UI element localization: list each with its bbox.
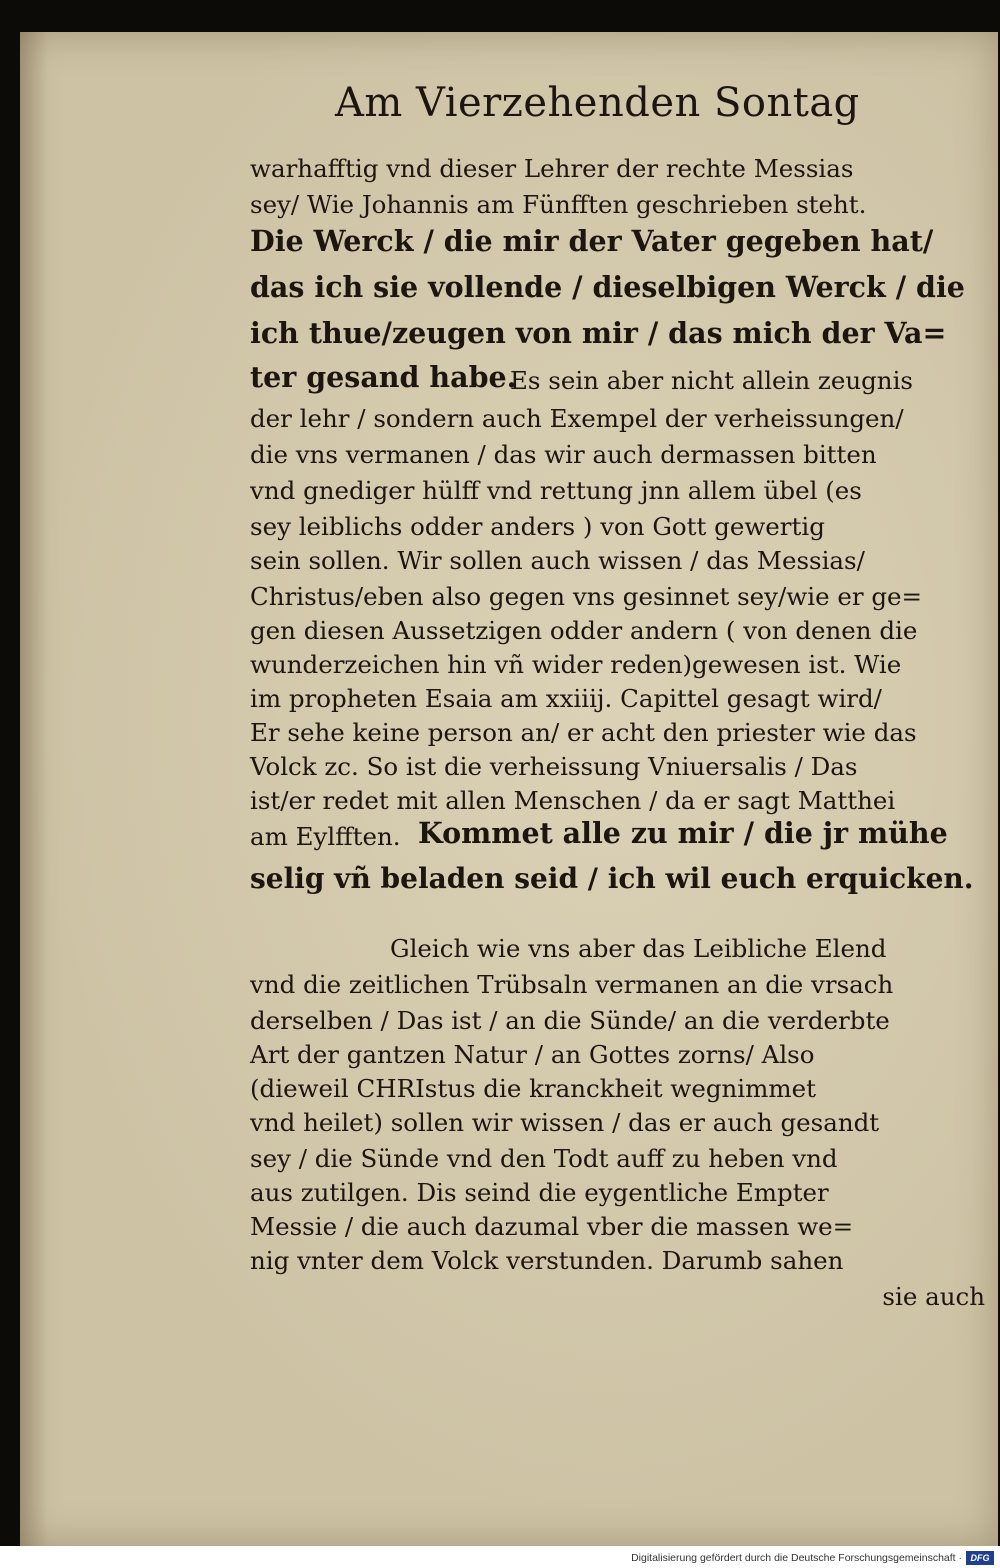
text-line: vnd heilet) sollen wir wissen / das er auch gesandt [250,1108,880,1137]
scripture-quote-line: Kommet alle zu mir / die jr mühe [418,816,948,850]
text-line: sey leiblichs odder anders ) von Gott gewertig [250,512,825,541]
digitization-footer [0,1546,1000,1568]
text-line: Er sehe keine person an/ er acht den priester wie das [250,718,917,747]
catchword: sie auch [882,1282,985,1311]
text-line: sey/ Wie Johannis am Fünfften geschrieben steht. [250,190,867,219]
text-line: Art der gantzen Natur / an Gottes zorns/ Also [250,1040,815,1069]
text-line: wunderzeichen hin vñ wider reden)gewesen ist. Wie [250,650,902,679]
text-line: die vns vermanen / das wir auch dermassen bitten [250,440,877,469]
text-line: Christus/eben also gegen vns gesinnet sey/wie er ge= [250,582,923,611]
scripture-quote-line: ich thue/zeugen von mir / das mich der Va= [250,316,947,350]
text-line: der lehr / sondern auch Exempel der verheissungen/ [250,404,904,433]
text-line: (dieweil CHRIstus die kranckheit wegnimmet [250,1074,816,1103]
text-line: im propheten Esaia am xxiiij. Capittel gesagt wird/ [250,684,882,713]
text-line: Es sein aber nicht allein zeugnis [510,366,913,395]
text-line: Volck zc. So ist die verheissung Vniuersalis / Das [250,752,858,781]
text-line: sey / die Sünde vnd den Todt auff zu heben vnd [250,1144,838,1173]
text-line: vnd gnediger hülff vnd rettung jnn allem übel (es [250,476,862,505]
text-line: gen diesen Aussetzigen odder andern ( von denen die [250,616,918,645]
text-line: vnd die zeitlichen Trübsaln vermanen an die vrsach [250,970,894,999]
text-line: nig vnter dem Volck verstunden. Darumb sahen [250,1246,844,1275]
text-line: aus zutilgen. Dis seind die eygentliche Empter [250,1178,829,1207]
book-page [20,32,998,1546]
text-line: am Eylfften. [250,822,401,851]
text-line: ist/er redet mit allen Menschen / da er sagt Matthei [250,786,896,815]
scripture-quote-line: Die Werck / die mir der Vater gegeben hat/ [250,224,934,258]
funding-credit: Digitalisierung gefördert durch die Deutsche Forschungsgemeinschaft · [631,1552,962,1564]
running-head: Am Vierzehenden Sontag [335,80,860,126]
text-line: sein sollen. Wir sollen auch wissen / das Messias/ [250,546,865,575]
scripture-quote-line: das ich sie vollende / dieselbigen Werck / die [250,270,965,304]
text-line: warhafftig vnd dieser Lehrer der rechte Messias [250,154,854,183]
text-line: Messie / die auch dazumal vber die massen we= [250,1212,854,1241]
dfg-logo: DFG [966,1551,994,1565]
scripture-quote-line: selig vñ beladen seid / ich wil euch erquicken. [250,862,974,895]
text-line: derselben / Das ist / an die Sünde/ an die verderbte [250,1006,890,1035]
paragraph-first-line: Gleich wie vns aber das Leibliche Elend [390,934,887,963]
scripture-quote-line: ter gesand habe. [250,360,517,394]
